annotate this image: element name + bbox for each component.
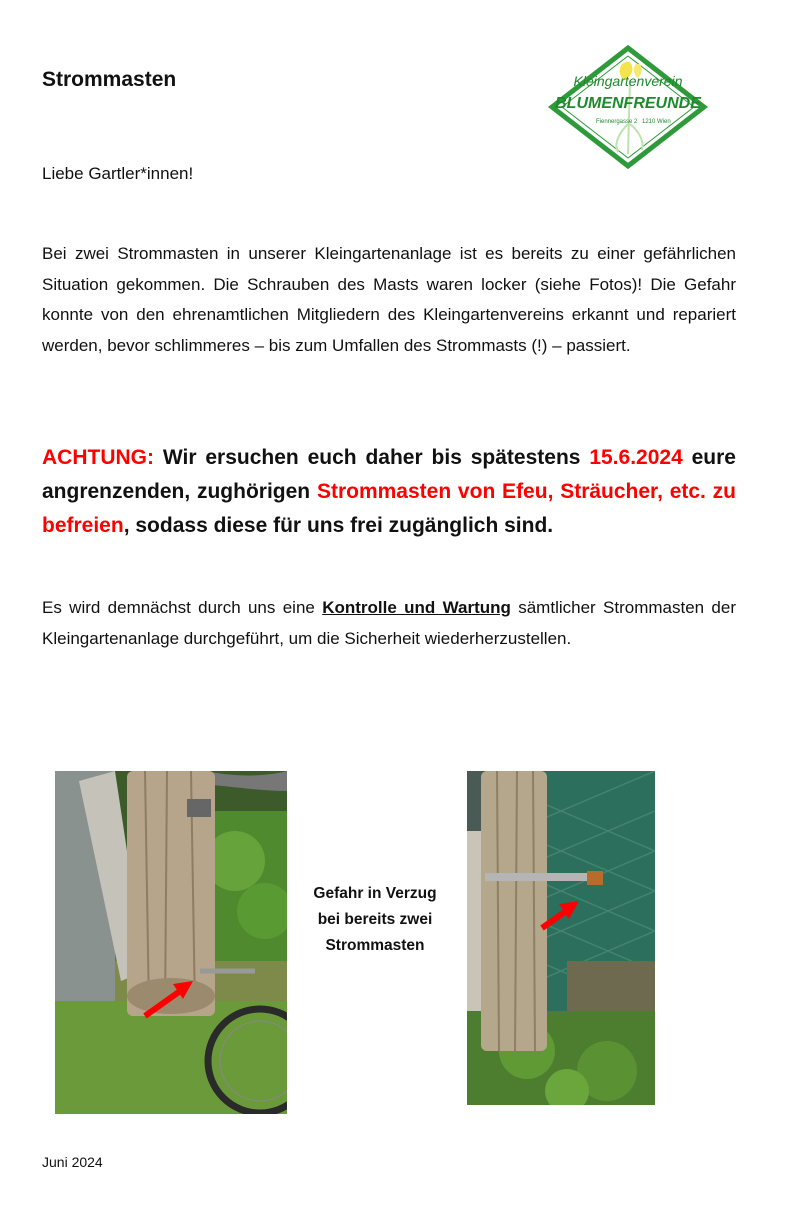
notice-deadline: 15.6.2024 xyxy=(589,446,683,469)
notice-text-2: eure angrenzenden, zughörigen xyxy=(42,446,736,503)
photo-pole-1 xyxy=(55,771,287,1114)
notice-block xyxy=(42,441,736,543)
document-date: Juni 2024 xyxy=(42,1154,103,1170)
logo-line-1: Kleingartenverein xyxy=(573,73,683,89)
maintenance-text-before: Es wird demnächst durch uns eine xyxy=(42,598,323,617)
caption-line-2: bei bereits zwei xyxy=(317,911,433,928)
club-logo xyxy=(548,44,708,170)
notice-text-1: Wir ersuchen euch daher bis spätestens xyxy=(153,446,590,469)
photo-caption xyxy=(298,881,452,959)
notice-highlight: Strommasten von Efeu, Sträucher, etc. zu befreien xyxy=(42,480,737,537)
photo-pole-2 xyxy=(467,771,655,1105)
caption-line-3: Strommasten xyxy=(325,937,425,954)
logo-postal: 1210 Wien xyxy=(642,119,671,125)
maintenance-emphasis: Kontrolle und Wartung xyxy=(322,598,511,617)
maintenance-text-after: sämtlicher Strommasten der Kleingartenanlage durchgeführt, um die Sicherheit wiederherzustellen. xyxy=(42,598,736,648)
logo-street: Fiennergasse 2 xyxy=(596,119,638,125)
greeting: Liebe Gartler*innen! xyxy=(42,164,194,183)
caption-line-1: Gefahr in Verzug xyxy=(313,885,437,902)
paragraph-incident: Bei zwei Strommasten in unserer Kleingartenanlage ist es bereits zu einer gefährlichen Situation gekommen. Die Schrauben des Masts waren locker (siehe Fotos)! Die Gefahr konnte von den ehrenamtlichen Mitgliedern des Kleingartenvereins erkannt und repariert werden, bevor schlimmeres – bis zum Umfallen des Strommasts (!) – passiert. xyxy=(42,244,736,355)
notice-label: ACHTUNG: xyxy=(42,446,154,469)
paragraph-maintenance xyxy=(42,593,736,654)
page-title: Strommasten xyxy=(42,68,177,91)
logo-line-2: BLUMENFREUNDE xyxy=(555,95,701,112)
notice-text-3: , sodass diese für uns frei zugänglich sind. xyxy=(123,514,554,537)
